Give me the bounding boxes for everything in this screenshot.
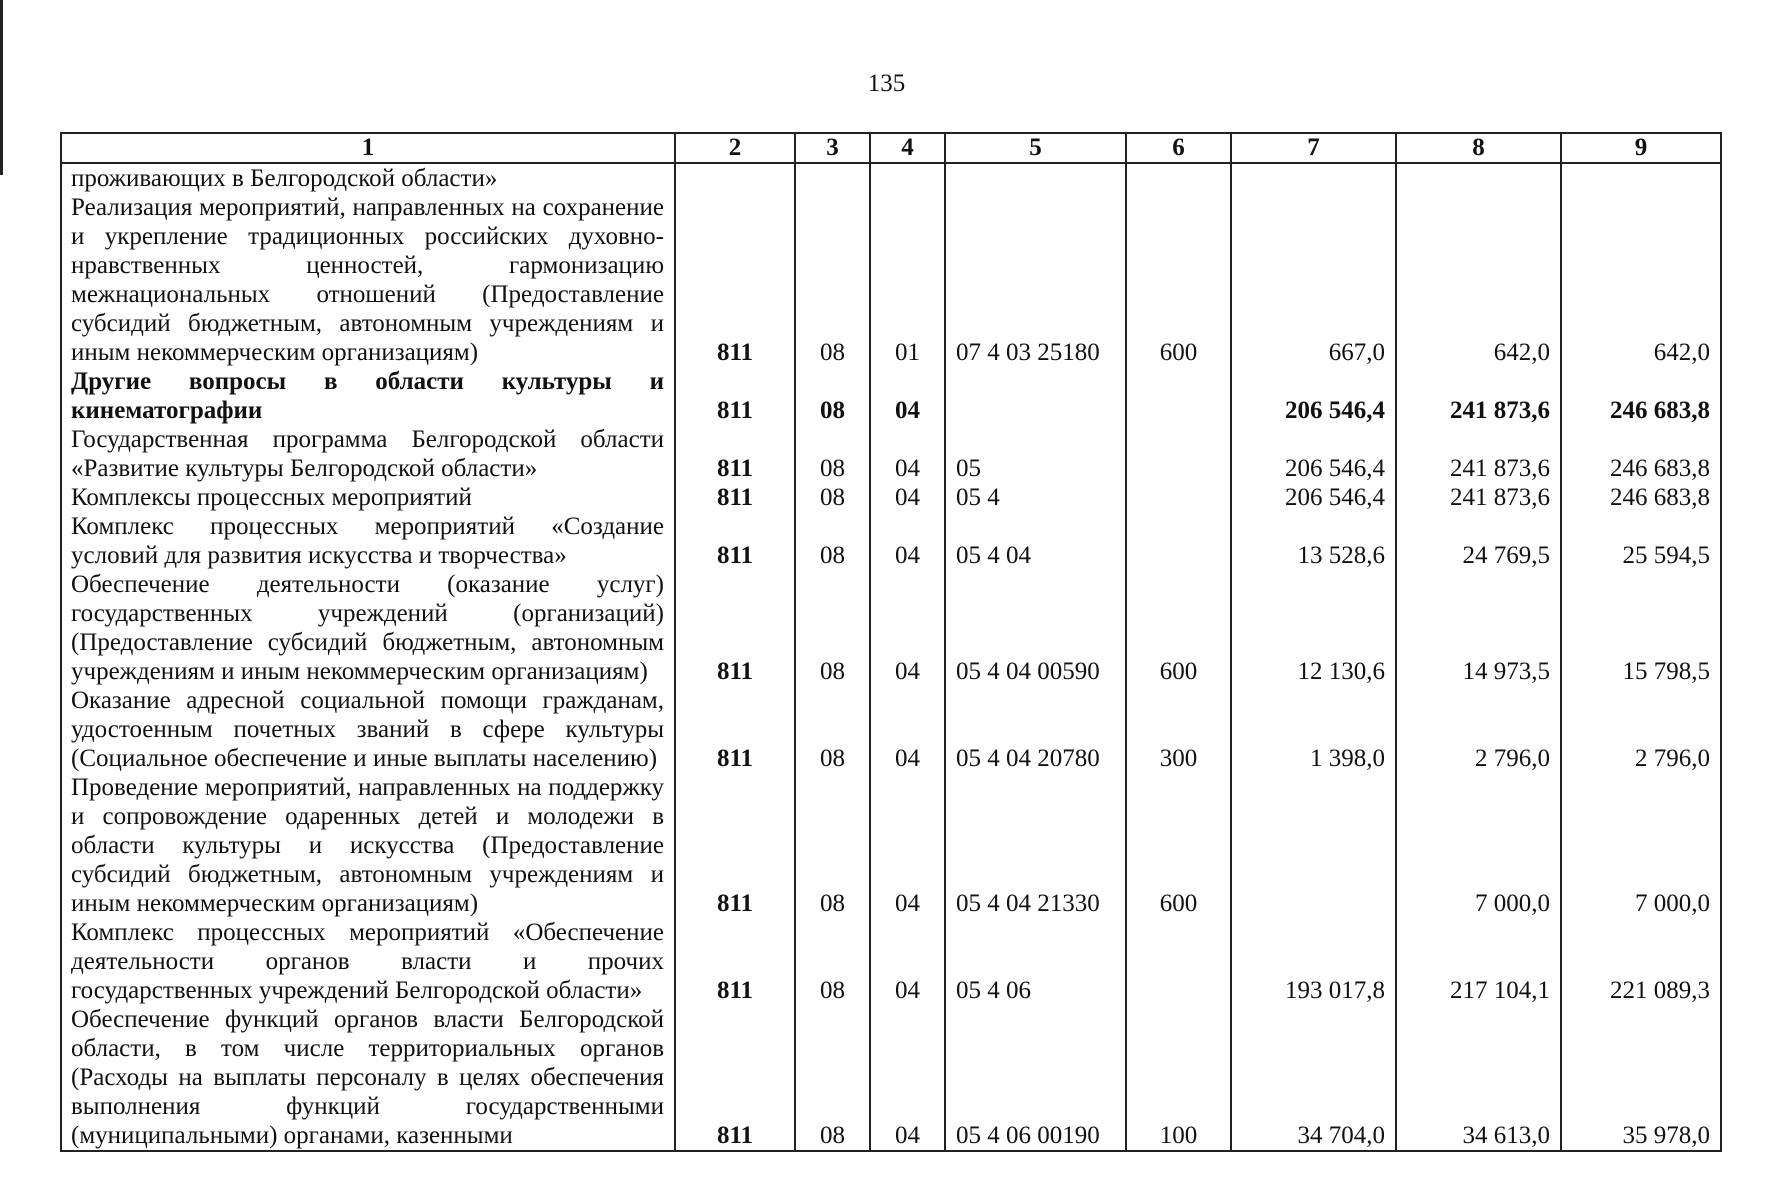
cell-amount-2025: 14 973,5 [1396, 570, 1561, 686]
cell-section-code: 08 [795, 918, 870, 1005]
cell-subsection-code: 04 [870, 483, 945, 512]
cell-amount-2026 [1561, 163, 1721, 193]
cell-section-code: 08 [795, 686, 870, 773]
cell-amount-2024: 1 398,0 [1231, 686, 1396, 773]
cell-target-article: 05 4 04 21330 [945, 773, 1126, 918]
cell-description: Обеспечение функций органов власти Белгородской области, в том числе территориальных органов (Расходы на выплаты персоналу в целях обеспечения выполнения функций государственными (муниципальными) органами, казенными [61, 1005, 675, 1151]
column-header-7: 7 [1231, 133, 1396, 163]
table-body [61, 163, 1721, 1151]
cell-description: Комплексы процессных мероприятий [61, 483, 675, 512]
cell-expense-type [1126, 512, 1231, 570]
cell-description: Государственная программа Белгородской области «Развитие культуры Белгородской области» [61, 425, 675, 483]
column-header-6: 6 [1126, 133, 1231, 163]
cell-target-article: 05 4 04 [945, 512, 1126, 570]
column-header-4: 4 [870, 133, 945, 163]
page-number: 135 [867, 70, 906, 97]
cell-target-article [945, 367, 1126, 425]
cell-subsection-code [870, 163, 945, 193]
cell-amount-2024: 206 546,4 [1231, 425, 1396, 483]
column-header-5: 5 [945, 133, 1126, 163]
cell-amount-2026: 35 978,0 [1561, 1005, 1721, 1151]
cell-ministry-code [675, 163, 795, 193]
cell-amount-2025: 24 769,5 [1396, 512, 1561, 570]
column-header-3: 3 [795, 133, 870, 163]
table-row [61, 570, 1721, 686]
cell-description: проживающих в Белгородской области» [61, 163, 675, 193]
cell-amount-2024: 667,0 [1231, 193, 1396, 367]
cell-amount-2026: 25 594,5 [1561, 512, 1721, 570]
cell-amount-2024: 34 704,0 [1231, 1005, 1396, 1151]
cell-expense-type [1126, 163, 1231, 193]
cell-ministry-code: 811 [675, 193, 795, 367]
header-row [61, 133, 1721, 163]
cell-ministry-code: 811 [675, 1005, 795, 1151]
cell-subsection-code: 04 [870, 425, 945, 483]
cell-amount-2025 [1396, 163, 1561, 193]
cell-description: Другие вопросы в области культуры и кинематографии [61, 367, 675, 425]
cell-target-article: 05 4 04 20780 [945, 686, 1126, 773]
cell-expense-type [1126, 425, 1231, 483]
cell-expense-type: 300 [1126, 686, 1231, 773]
cell-expense-type [1126, 483, 1231, 512]
cell-subsection-code: 01 [870, 193, 945, 367]
cell-description: Реализация мероприятий, направленных на сохранение и укрепление традиционных российских духовно-нравственных ценностей, гармонизацию межнациональных отношений (Предоставление субсидий бюджетным, автономным учреждениям и иным некоммерческим организациям) [61, 193, 675, 367]
table-row [61, 483, 1721, 512]
cell-expense-type: 600 [1126, 773, 1231, 918]
table-row [61, 512, 1721, 570]
cell-description: Комплекс процессных мероприятий «Обеспечение деятельности органов власти и прочих государственных учреждений Белгородской области» [61, 918, 675, 1005]
cell-description: Обеспечение деятельности (оказание услуг) государственных учреждений (организаций) (Предоставление субсидий бюджетным, автономным учреждениям и иным некоммерческим организациям) [61, 570, 675, 686]
cell-subsection-code: 04 [870, 512, 945, 570]
cell-amount-2025: 241 873,6 [1396, 425, 1561, 483]
table-row [61, 773, 1721, 918]
cell-amount-2024 [1231, 163, 1396, 193]
budget-table [60, 132, 1722, 1152]
column-header-8: 8 [1396, 133, 1561, 163]
cell-amount-2025: 2 796,0 [1396, 686, 1561, 773]
table-row [61, 193, 1721, 367]
cell-section-code [795, 163, 870, 193]
cell-ministry-code: 811 [675, 773, 795, 918]
cell-amount-2024 [1231, 773, 1396, 918]
cell-expense-type [1126, 367, 1231, 425]
cell-section-code: 08 [795, 193, 870, 367]
table-row [61, 163, 1721, 193]
cell-subsection-code: 04 [870, 918, 945, 1005]
column-header-9: 9 [1561, 133, 1721, 163]
cell-description: Проведение мероприятий, направленных на поддержку и сопровождение одаренных детей и молодежи в области культуры и искусства (Предоставление субсидий бюджетным, автономным учреждениям и иным некоммерческим организациям) [61, 773, 675, 918]
cell-subsection-code: 04 [870, 1005, 945, 1151]
cell-amount-2024: 12 130,6 [1231, 570, 1396, 686]
cell-subsection-code: 04 [870, 686, 945, 773]
cell-amount-2024: 193 017,8 [1231, 918, 1396, 1005]
cell-target-article: 07 4 03 25180 [945, 193, 1126, 367]
cell-amount-2026: 246 683,8 [1561, 367, 1721, 425]
cell-ministry-code: 811 [675, 367, 795, 425]
cell-section-code: 08 [795, 483, 870, 512]
cell-amount-2026: 221 089,3 [1561, 918, 1721, 1005]
cell-subsection-code: 04 [870, 773, 945, 918]
cell-target-article: 05 4 06 00190 [945, 1005, 1126, 1151]
cell-amount-2025: 642,0 [1396, 193, 1561, 367]
column-header-1: 1 [61, 133, 675, 163]
cell-expense-type: 100 [1126, 1005, 1231, 1151]
cell-amount-2026: 2 796,0 [1561, 686, 1721, 773]
cell-section-code: 08 [795, 425, 870, 483]
table-row [61, 918, 1721, 1005]
table-header [61, 133, 1721, 163]
cell-subsection-code: 04 [870, 367, 945, 425]
cell-amount-2025: 7 000,0 [1396, 773, 1561, 918]
cell-section-code: 08 [795, 1005, 870, 1151]
table-row [61, 1005, 1721, 1151]
cell-section-code: 08 [795, 773, 870, 918]
cell-subsection-code: 04 [870, 570, 945, 686]
cell-ministry-code: 811 [675, 570, 795, 686]
cell-target-article: 05 4 [945, 483, 1126, 512]
cell-ministry-code: 811 [675, 483, 795, 512]
column-header-2: 2 [675, 133, 795, 163]
cell-amount-2026: 7 000,0 [1561, 773, 1721, 918]
cell-amount-2024: 206 546,4 [1231, 483, 1396, 512]
cell-amount-2025: 241 873,6 [1396, 367, 1561, 425]
cell-section-code: 08 [795, 570, 870, 686]
cell-amount-2026: 15 798,5 [1561, 570, 1721, 686]
cell-section-code: 08 [795, 367, 870, 425]
cell-ministry-code: 811 [675, 686, 795, 773]
cell-expense-type: 600 [1126, 193, 1231, 367]
cell-target-article: 05 [945, 425, 1126, 483]
cell-amount-2026: 246 683,8 [1561, 425, 1721, 483]
table-row [61, 425, 1721, 483]
cell-amount-2026: 246 683,8 [1561, 483, 1721, 512]
cell-target-article: 05 4 04 00590 [945, 570, 1126, 686]
cell-amount-2025: 241 873,6 [1396, 483, 1561, 512]
cell-amount-2026: 642,0 [1561, 193, 1721, 367]
cell-target-article: 05 4 06 [945, 918, 1126, 1005]
table-row [61, 367, 1721, 425]
cell-expense-type [1126, 918, 1231, 1005]
cell-description: Комплекс процессных мероприятий «Создание условий для развития искусства и творчества» [61, 512, 675, 570]
cell-expense-type: 600 [1126, 570, 1231, 686]
cell-amount-2024: 13 528,6 [1231, 512, 1396, 570]
cell-ministry-code: 811 [675, 918, 795, 1005]
cell-ministry-code: 811 [675, 512, 795, 570]
cell-amount-2024: 206 546,4 [1231, 367, 1396, 425]
table-row [61, 686, 1721, 773]
cell-section-code: 08 [795, 512, 870, 570]
cell-amount-2025: 34 613,0 [1396, 1005, 1561, 1151]
cell-ministry-code: 811 [675, 425, 795, 483]
cell-amount-2025: 217 104,1 [1396, 918, 1561, 1005]
cell-target-article [945, 163, 1126, 193]
cell-description: Оказание адресной социальной помощи гражданам, удостоенным почетных званий в сфере культуры (Социальное обеспечение и иные выплаты населению) [61, 686, 675, 773]
